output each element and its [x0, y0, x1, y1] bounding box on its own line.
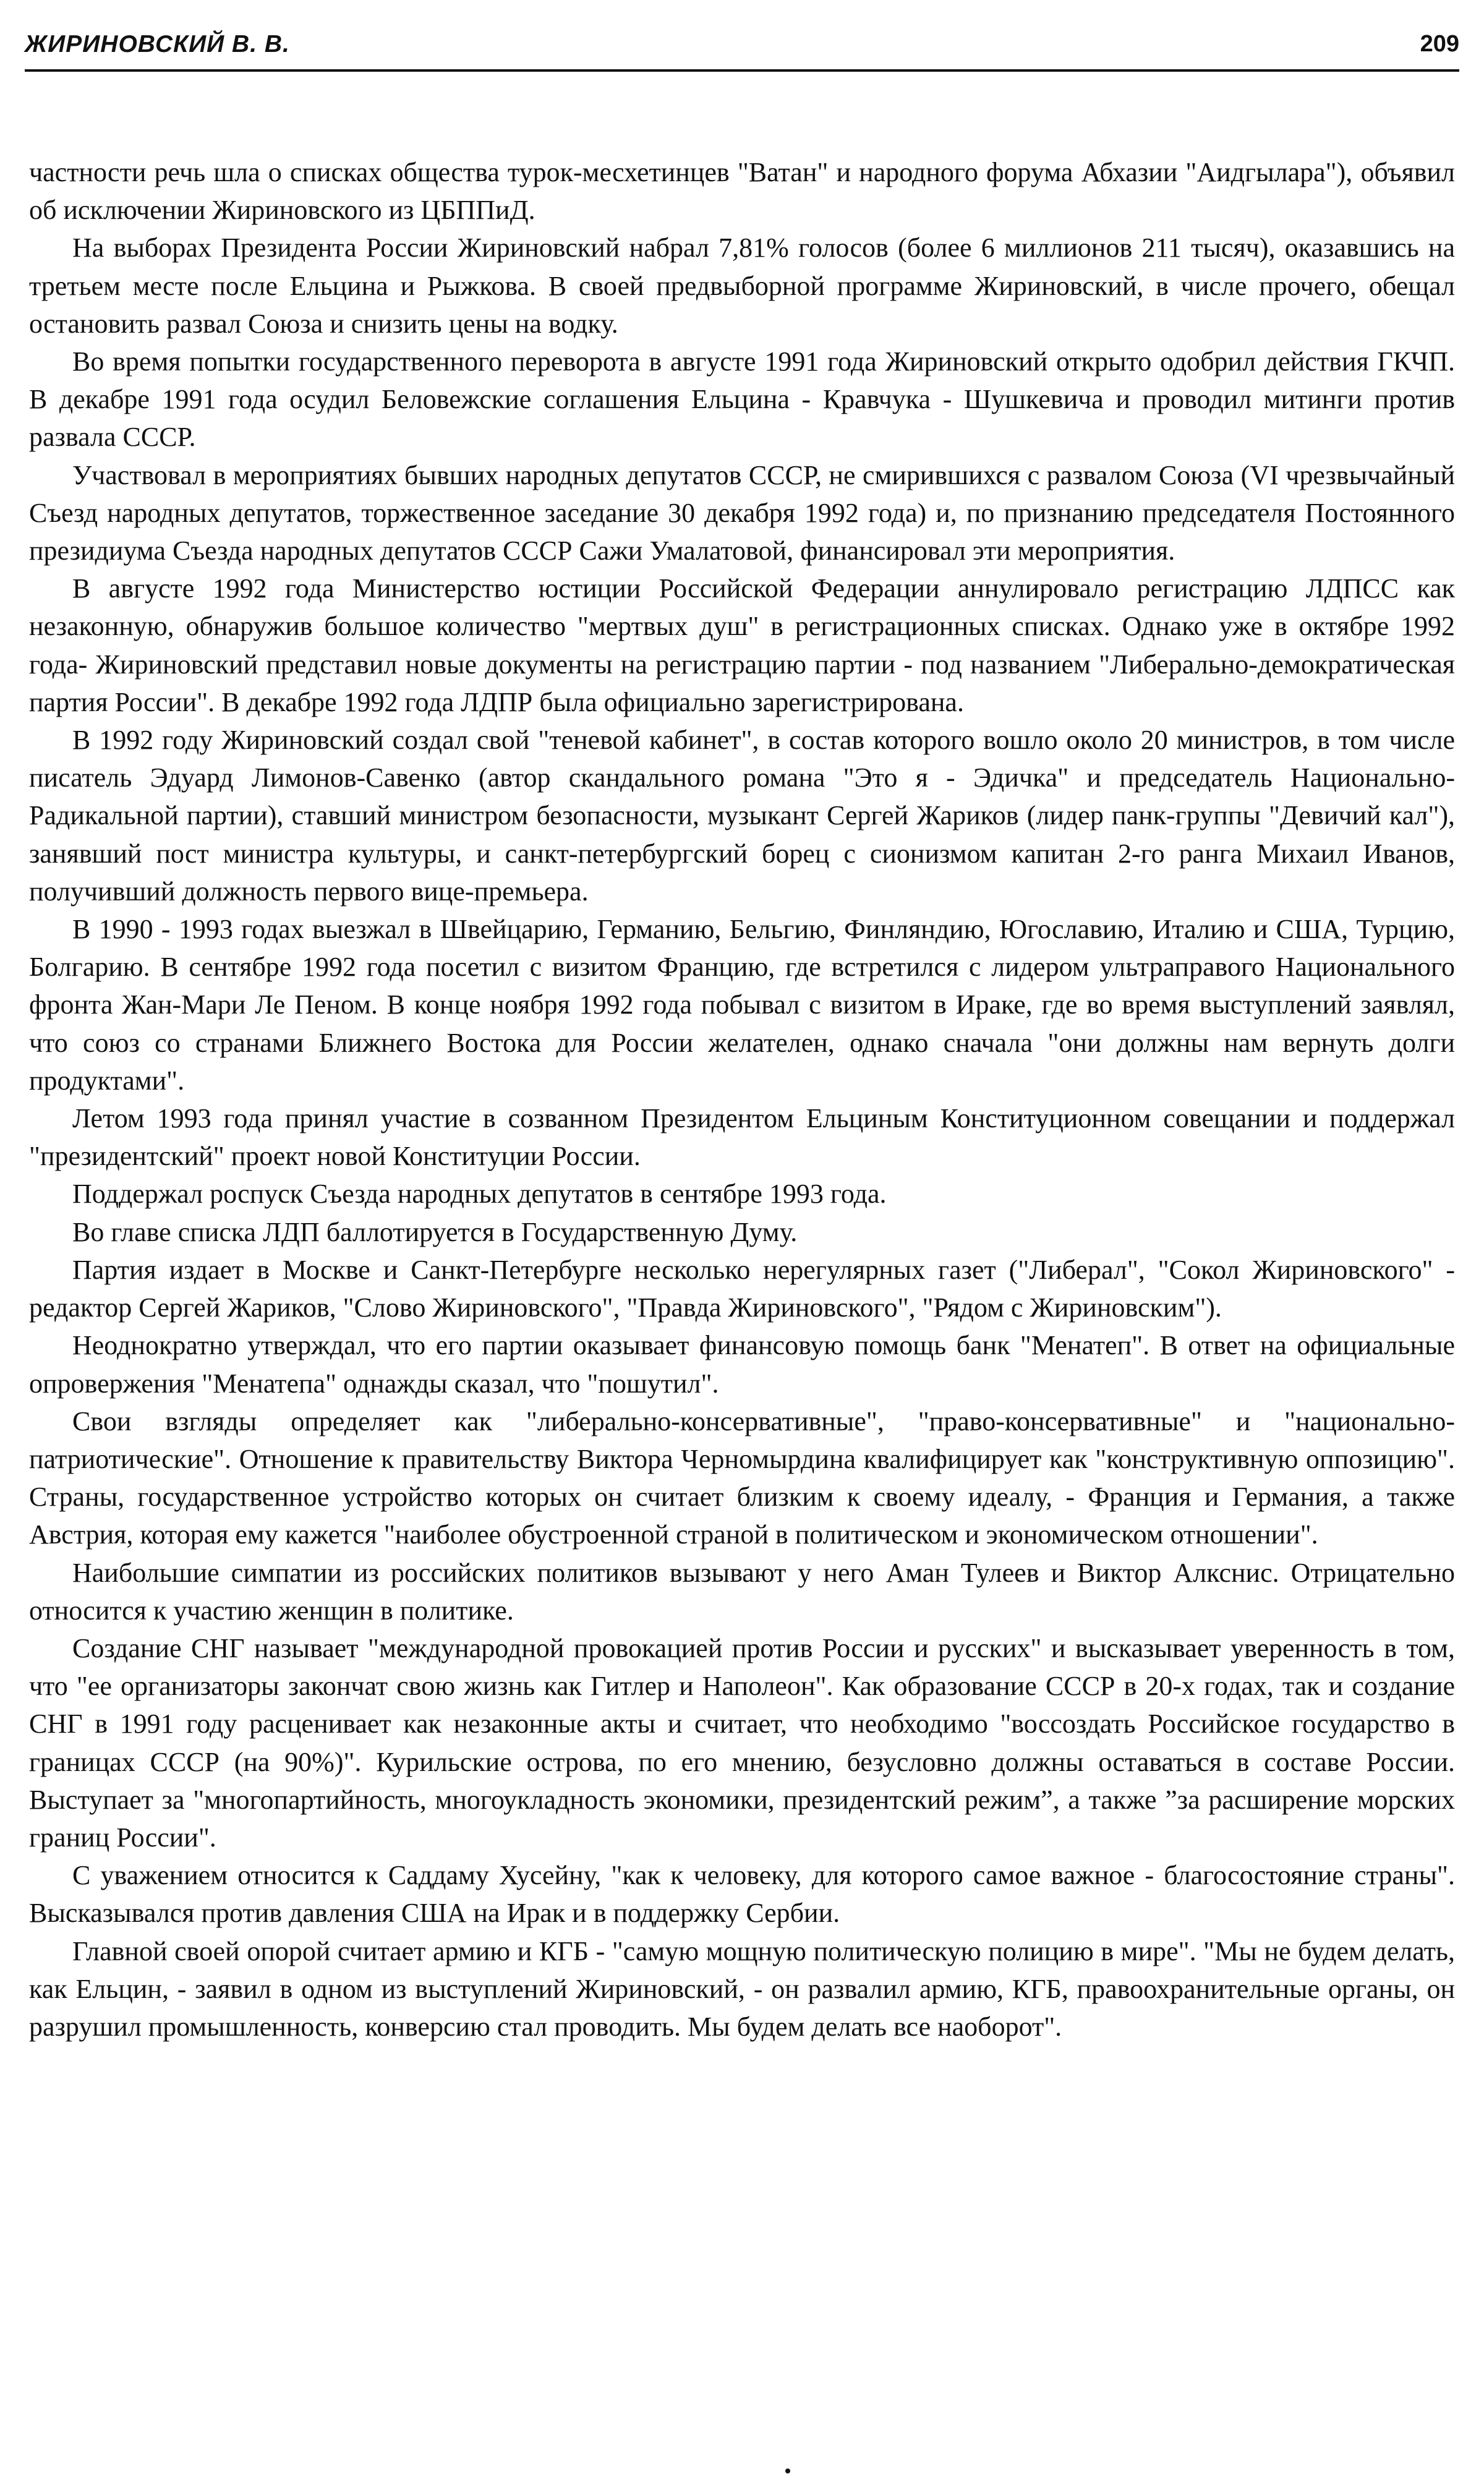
- print-dot: [785, 2469, 790, 2473]
- article-body: [29, 153, 1455, 2046]
- paragraph: В 1990 - 1993 годах выезжал в Швейцарию, Германию, Бельгию, Финляндию, Югославию, Италию и США, Турцию, Болгарию. В сентябре 1992 года посетил с визитом Францию, где встретился с лидером ультраправого Национального фронта Жан-Мари Ле Пеном. В конце ноября 1992 года побывал с визитом в Ираке, где во время выступлений заявлял, что союз со странами Ближнего Востока для России желателен, однако сначала "они должны нам вернуть долги продуктами".: [29, 914, 1455, 1096]
- paragraph: Свои взгляды определяет как "либерально-консервативные", "право-консервативные" и "национально-патриотические". Отношение к правительству Виктора Черномырдина квалифицирует как "конструктивную оппозицию". Страны, государственное устройство которых он считает близким к своему идеалу, - Франция и Германия, а также Австрия, которая ему кажется "наиболее обустроенной страной в политическом и экономическом отношении".: [29, 1406, 1455, 1550]
- paragraph: В августе 1992 года Министерство юстиции Российской Федерации аннулировало регистрацию ЛДПСС как незаконную, обнаружив большое количество "мертвых душ" в регистрационных списках. Однако уже в октябре 1992 года- Жириновский представил новые документы на регистрацию партии - под названием "Либерально-демократическая партия России". В декабре 1992 года ЛДПР была официально зарегистрирована.: [29, 573, 1455, 717]
- paragraph: Главной своей опорой считает армию и КГБ - "самую мощную политическую полицию в мире". "Мы не будем делать, как Ельцин, - заявил в одном из выступлений Жириновский, - он развалил армию, КГБ, правоохранительные органы, он разрушил промышленность, конверсию стал проводить. Мы будем делать все наоборот".: [29, 1935, 1455, 2042]
- paragraph: Летом 1993 года принял участие в созванном Президентом Ельциным Конституционном совещании и поддержал "президентский" проект новой Конституции России.: [29, 1103, 1455, 1172]
- paragraph: Создание СНГ называет "международной провокацией против России и русских" и высказывает уверенность в том, что "ее организаторы закончат свою жизнь как Гитлер и Наполеон". Как образование СССР в 20-х годах, так и создание СНГ в 1991 году расценивает как незаконные акты и считает, что необходимо "воссоздать Российское государство в границах СССР (на 90%)". Курильские острова, по его мнению, безусловно должны оставаться в составе России. Выступает за "многопартийность, многоукладность экономики, президентский режим”, а также ”за расширение морских границ России".: [29, 1632, 1455, 1853]
- header-rule: [25, 69, 1459, 72]
- paragraph: Во главе списка ЛДП баллотируется в Государственную Думу.: [72, 1216, 798, 1247]
- paragraph: С уважением относится к Саддаму Хусейну, "как к человеку, для которого самое важное - благосостояние страны". Высказывался против давления США на Ирак и в поддержку Сербии.: [29, 1860, 1455, 1929]
- paragraph: Неоднократно утверждал, что его партии оказывает финансовую помощь банк "Менатеп". В ответ на официальные опровержения "Менатепа" однажды сказал, что "пошутил".: [29, 1330, 1455, 1399]
- paragraph: Участвовал в мероприятиях бывших народных депутатов СССР, не смирившихся с развалом Союза (VI чрезвычайный Съезд народных депутатов, торжественное заседание 30 декабря 1992 года) и, по признанию председателя Постоянного президиума Съезда народных депутатов СССР Сажи Умалатовой, финансировал эти мероприятия.: [29, 459, 1455, 566]
- paragraph: В 1992 году Жириновский создал свой "теневой кабинет", в состав которого вошло около 20 министров, в том числе писатель Эдуард Лимонов-Савенко (автор скандального романа "Это я - Эдичка" и председатель Национально-Радикальной партии), ставший министром безопасности, музыкант Сергей Жариков (лидер панк-группы "Девичий кал"), занявший пост министра культуры, и санкт-петербургский борец с сионизмом капитан 2-го ранга Михаил Иванов, получивший должность первого вице-премьера.: [29, 725, 1455, 907]
- paragraph: На выборах Президента России Жириновский набрал 7,81% голосов (более 6 миллионов 211 тысяч), оказавшись на третьем месте после Ельцина и Рыжкова. В своей предвыборной программе Жириновский, в числе прочего, обещал остановить развал Союза и снизить цены на водку.: [29, 233, 1455, 339]
- paragraph: Поддержал роспуск Съезда народных депутатов в сентябре 1993 года.: [72, 1179, 887, 1210]
- paragraph: Наибольшие симпатии из российских политиков вызывают у него Аман Тулеев и Виктор Алкснис. Отрицательно относится к участию женщин в политике.: [29, 1557, 1455, 1626]
- paragraph: Партия издает в Москве и Санкт-Петербурге несколько нерегулярных газет ("Либерал", "Сокол Жириновского" - редактор Сергей Жариков, "Слово Жириновского", "Правда Жириновского", "Рядом с Жириновским").: [29, 1254, 1455, 1323]
- page-number: 209: [1420, 31, 1459, 57]
- page-header: [25, 25, 1459, 74]
- running-head: ЖИРИНОВСКИЙ В. В.: [25, 31, 290, 58]
- paragraph: частности речь шла о списках общества турок-месхетинцев "Ватан" и народного форума Абхазии "Аидгылара"), объявил об исключении Жириновского из ЦБППиД.: [29, 157, 1455, 226]
- paragraph: Во время попытки государственного переворота в августе 1991 года Жириновский открыто одобрил действия ГКЧП. В декабре 1991 года осудил Беловежские соглашения Ельцина - Кравчука - Шушкевича и проводил митинги против развала СССР.: [29, 346, 1455, 453]
